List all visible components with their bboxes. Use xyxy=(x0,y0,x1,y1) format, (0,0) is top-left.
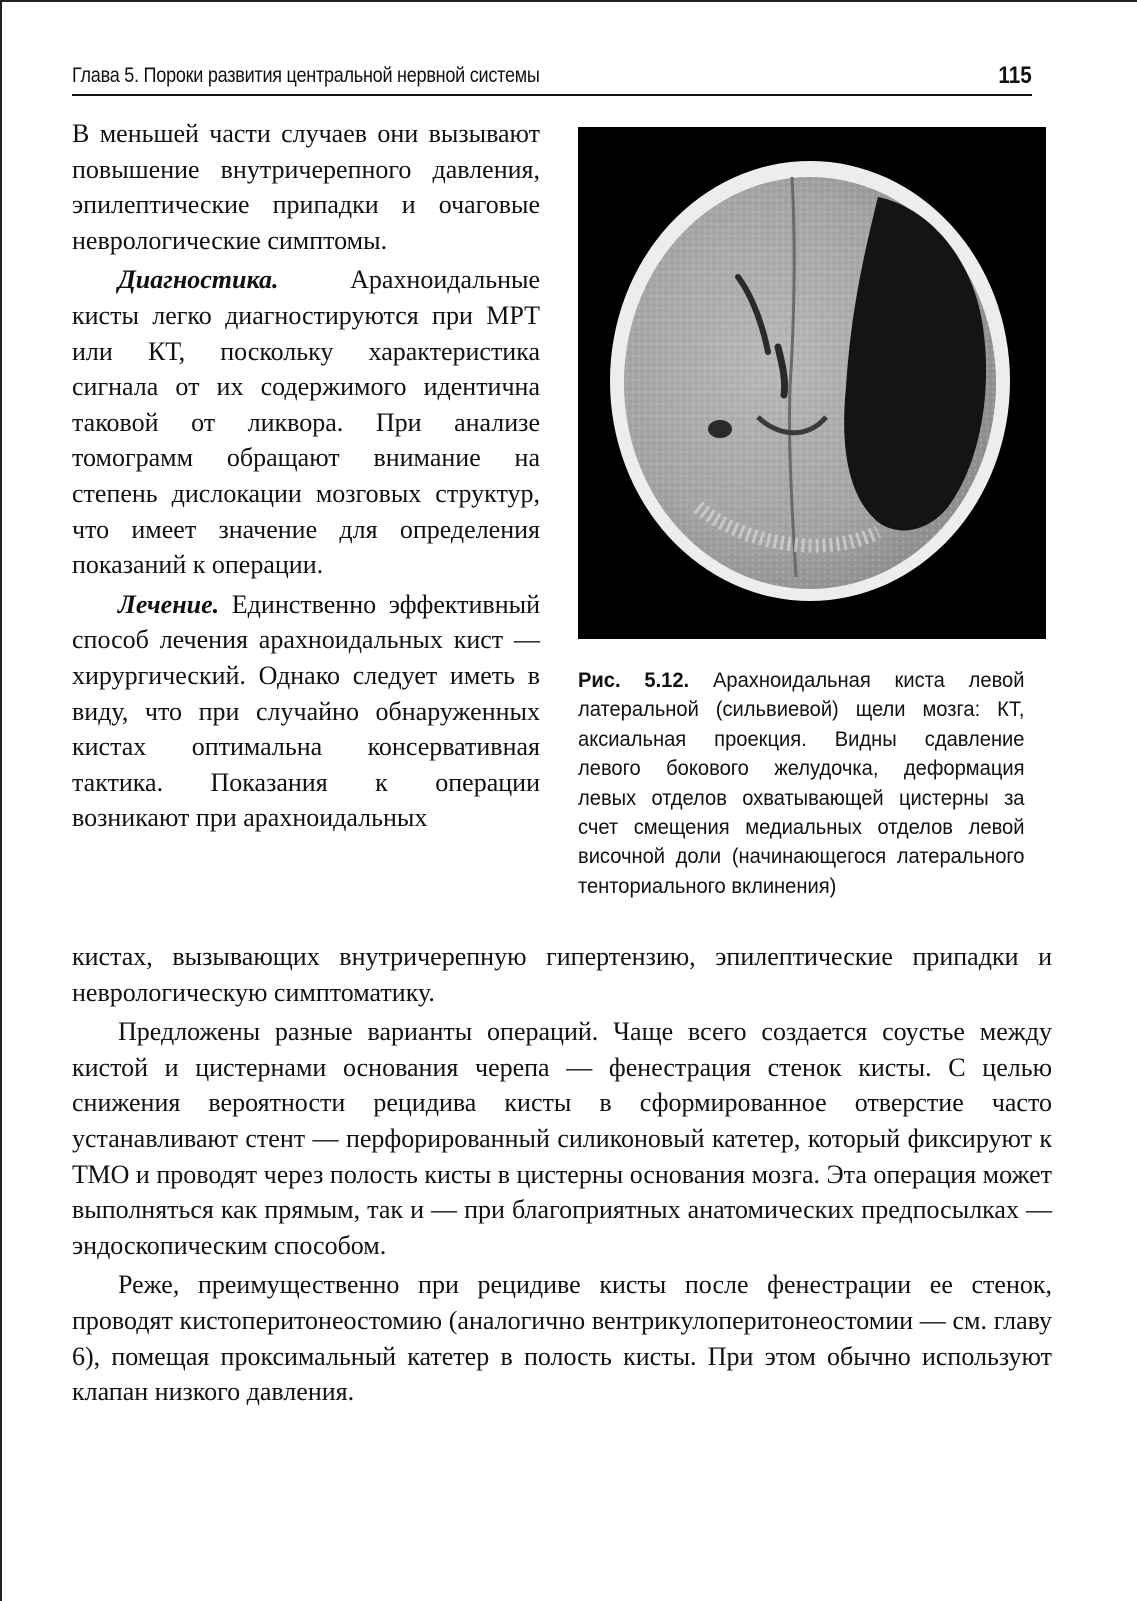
treatment-text: Единственно эффективный способ лечения арахноидальных кист — хирургический. Однако следует иметь в виду, что при случайно обнаруженных кистах оптимальна консервативная тактика. Показания к операции возникают при арахноидальных xyxy=(72,589,540,833)
chapter-title: Глава 5. Пороки развития центральной нервной системы xyxy=(72,64,540,87)
full-width-text xyxy=(72,939,1052,1410)
figure-label: Рис. 5.12. xyxy=(578,669,690,692)
paragraph-intro-text: В меньшей части случаев они вызывают повышение внутричерепного давления, эпилептические припадки и очаговые неврологические симптомы. xyxy=(72,119,540,255)
paragraph-operations: Предложены разные варианты операций. Чаще всего создается соустье между кистой и цистернами основания черепа — фенестрация стенок кисты. С целью снижения вероятности рецидива кисты в сформированное отверстие часто устанавливают стент — перфорированный силиконовый катетер, который фиксируют к ТМО и проводят через полость кисты в цистерны основания мозга. Эта операция может выполняться как прямым, так и — при благоприятных анатомических предпосылках — эндоскопическим способом. xyxy=(72,1017,1052,1260)
figure-caption xyxy=(578,666,1025,901)
running-head xyxy=(72,60,1032,96)
paragraph-treatment-continued: кистах, вызывающих внутричерепную гипертензию, эпилептические припадки и неврологическую симптоматику. xyxy=(72,942,1052,1007)
paragraph-intro xyxy=(72,116,540,258)
diagnostics-text: Арахноидальные кисты легко диагностируются при МРТ или КТ, поскольку характеристика сигнала от их содержимого идентична таковой от ликвора. При анализе томограмм обращают внимание на степень дислокации мозговых структур, что имеет значение для определения показаний к операции. xyxy=(72,265,540,580)
treatment-heading: Лечение. xyxy=(118,589,220,619)
paragraph-treatment xyxy=(72,587,540,836)
figure-caption-text: Арахноидальная киста левой латеральной (сильвиевой) щели мозга: КТ, аксиальная проекция. Видны сдавление левого бокового желудочка, деформация левых отделов охватывающей цистерны за счет смещения медиальных отделов левой височной доли (начинающегося латерального тенториального вклинения) xyxy=(578,669,1025,898)
temporal-horn xyxy=(708,420,732,438)
paragraph-cystoperitoneostomy: Реже, преимущественно при рецидиве кисты после фенестрации ее стенок, проводят кистоперитонеостомию (аналогично вентрикулоперитонеостомии — см. главу 6), помещая проксимальный катетер в полость кисты. При этом обычно используют клапан низкого давления. xyxy=(72,1270,1052,1407)
left-column-text xyxy=(72,116,540,836)
page-number: 115 xyxy=(998,62,1032,89)
ct-scan-image xyxy=(578,127,1046,639)
ct-scan-figure xyxy=(578,127,1046,639)
diagnostics-heading: Диагностика. xyxy=(118,265,279,295)
paragraph-diagnostics xyxy=(72,262,540,582)
